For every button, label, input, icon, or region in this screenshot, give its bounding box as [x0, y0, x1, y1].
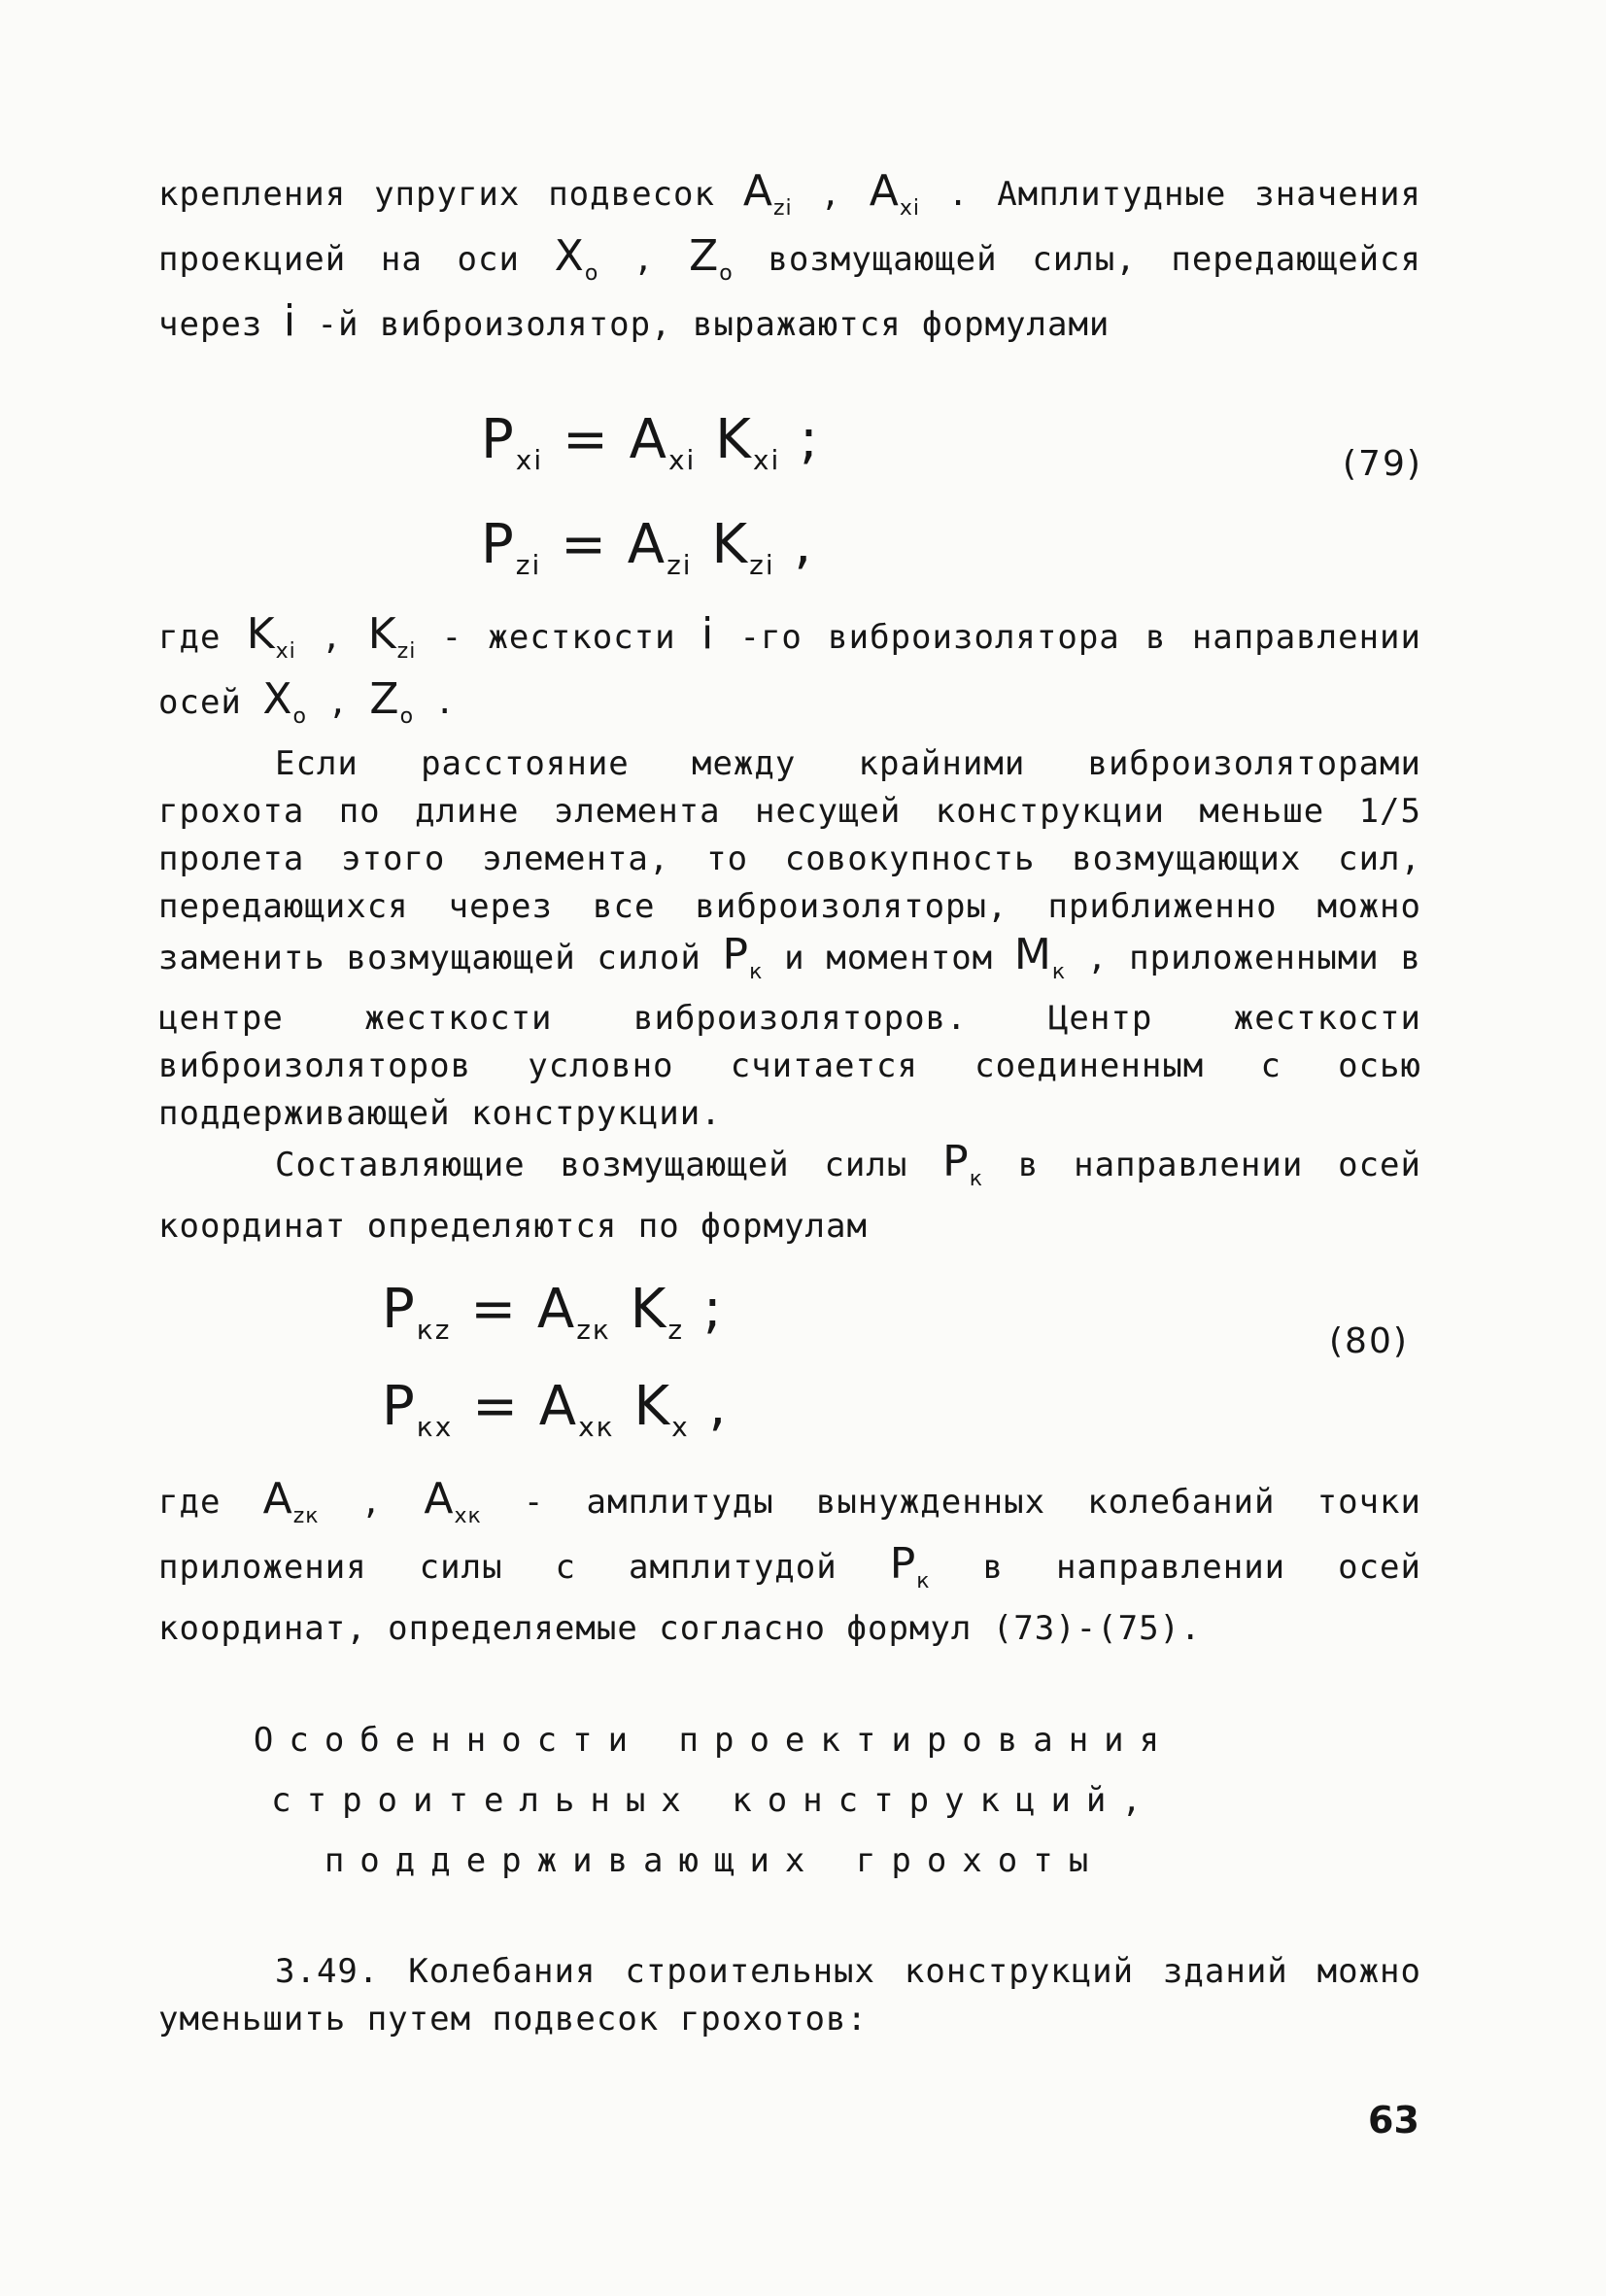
- math-subscript: к: [916, 1568, 931, 1593]
- text-run: крепления упругих подвесок: [158, 175, 743, 214]
- math-symbol: $A_{zi}$: [627, 513, 693, 582]
- text-block-intro: [158, 167, 1421, 349]
- text-run: ,: [295, 618, 368, 657]
- math-symbol: $K_x$: [633, 1375, 690, 1444]
- formula-80-line-2: [382, 1375, 728, 1443]
- text-run: Составляющие возмущающей силы: [275, 1146, 943, 1185]
- formula-79-line-2: [481, 513, 813, 581]
- math-symbol: $X_o$: [554, 230, 599, 286]
- text-run: ,: [319, 1483, 425, 1522]
- math-symbol: i: [283, 295, 297, 346]
- paragraph-resultant-force: [158, 740, 1421, 1139]
- text-run: ,: [306, 682, 370, 722]
- page-number: 63: [1368, 2099, 1419, 2142]
- math-symbol: $P_к$: [722, 929, 764, 984]
- math-symbol: $P_{xi}$: [481, 408, 544, 477]
- text-run: [615, 1375, 634, 1438]
- heading-line-3: поддерживающих грохоты: [324, 1841, 1105, 1880]
- equation-number-80: (80): [1329, 1321, 1409, 1361]
- text-run: -й виброизолятор, выражаются формулами: [296, 304, 1111, 344]
- text-run: в направлении осей координат определяются по формулам: [158, 1146, 1421, 1247]
- math-subscript: xi: [752, 444, 781, 477]
- math-subscript: к: [1051, 959, 1067, 984]
- text-run: ,: [689, 1375, 729, 1438]
- text-run: =: [543, 408, 630, 471]
- text-block-section-3-49: [158, 1948, 1421, 2043]
- math-symbol: $A_{xi}$: [629, 408, 697, 477]
- text-run: =: [541, 513, 628, 576]
- math-symbol: $K_{xi}$: [715, 408, 781, 477]
- math-subscript: zк: [292, 1503, 320, 1528]
- text-run: ;: [684, 1278, 724, 1341]
- math-subscript: zi: [772, 195, 793, 221]
- paragraph-amplitudes: [158, 1475, 1421, 1653]
- math-subscript: x: [671, 1411, 690, 1444]
- formula-80-line-1: [382, 1278, 724, 1346]
- text-run: [611, 1278, 631, 1341]
- text-run: где: [158, 618, 247, 657]
- math-symbol: $A_{xк}$: [424, 1474, 482, 1528]
- paragraph-force-components: [158, 1138, 1421, 1251]
- math-subscript: к: [749, 959, 764, 984]
- math-symbol: $P_{кx}$: [382, 1375, 454, 1444]
- text-run: [693, 513, 712, 576]
- text-block-definitions: [158, 610, 1421, 1251]
- math-subscript: xк: [578, 1411, 615, 1444]
- text-run: =: [453, 1375, 539, 1438]
- text-run: возмущающей силы, передающейся через: [158, 239, 1421, 344]
- math-subscript: к: [969, 1167, 983, 1192]
- math-subscript: o: [399, 703, 415, 729]
- math-symbol: $K_{zi}$: [711, 513, 775, 582]
- math-subscript: zi: [515, 549, 542, 582]
- text-run: ;: [780, 408, 820, 471]
- math-symbol: $A_{zi}$: [742, 166, 793, 221]
- math-symbol: i: [700, 609, 715, 659]
- math-symbol: $P_к$: [889, 1538, 931, 1593]
- math-subscript: o: [719, 260, 734, 286]
- math-subscript: o: [292, 703, 307, 729]
- math-symbol: $P_к$: [942, 1137, 983, 1192]
- math-symbol: $M_к$: [1013, 929, 1067, 984]
- text-run: и моментом: [763, 938, 1014, 977]
- section-heading: [155, 1710, 1273, 1891]
- math-symbol: $Z_o$: [689, 230, 734, 286]
- math-subscript: z: [667, 1314, 685, 1347]
- math-subscript: xi: [667, 444, 697, 477]
- math-symbol: $Z_o$: [369, 673, 415, 729]
- text-run: - амплитуды вынужденных колебаний точки приложения силы с амплитудой: [158, 1483, 1421, 1587]
- math-subscript: zi: [749, 549, 775, 582]
- text-run: ,: [792, 175, 870, 214]
- text-run: [696, 408, 715, 471]
- math-subscript: zк: [576, 1314, 611, 1347]
- text-run: где: [158, 1483, 263, 1522]
- text-run: -го виброизолятора в направлении осей: [158, 618, 1421, 722]
- math-symbol: $A_{xi}$: [869, 166, 921, 221]
- math-symbol: $K_{xi}$: [246, 609, 296, 664]
- math-symbol: $A_{zк}$: [536, 1278, 611, 1347]
- text-run: - жесткости: [416, 618, 701, 657]
- math-symbol: $A_{xк}$: [538, 1375, 615, 1444]
- equation-number-79: (79): [1343, 444, 1422, 484]
- heading-line-1: Особенности проектирования: [253, 1721, 1176, 1760]
- math-symbol: $X_o$: [262, 673, 307, 729]
- math-symbol: $A_{zк}$: [262, 1474, 320, 1528]
- text-run: . Амплитудные значения проекцией на оси: [158, 175, 1421, 279]
- math-subscript: xi: [899, 195, 921, 221]
- math-subscript: o: [584, 260, 599, 286]
- math-symbol: $K_{zi}$: [367, 609, 417, 664]
- math-subscript: xi: [515, 444, 544, 477]
- math-symbol: $P_{кz}$: [382, 1278, 452, 1347]
- text-run: ,: [598, 239, 690, 279]
- text-run: в направлении осей координат, определяемые согласно формул (73)-(75).: [158, 1547, 1421, 1648]
- paragraph-stiffness-definition: [158, 610, 1421, 740]
- text-run: ,: [774, 513, 814, 576]
- text-run: .: [414, 682, 456, 722]
- math-subscript: xк: [454, 1503, 482, 1528]
- paragraph-3-49: [158, 1948, 1421, 2043]
- math-subscript: кx: [416, 1411, 454, 1444]
- math-subscript: zi: [396, 638, 417, 664]
- formula-79-line-1: [481, 408, 820, 476]
- math-symbol: $K_z$: [630, 1278, 685, 1347]
- text-run: Если расстояние между крайними виброизоляторами грохота по длине элемента несущей конструкции меньше 1/5 пролета этого элемента, то совокупность возмущающих сил, передающихся через все виброизоляторы, приближенно можно заменить возмущающей силой: [158, 743, 1421, 977]
- text-run: , приложенными в центре жесткости виброизоляторов. Центр жесткости виброизоляторов условно считается соединенным с осью поддерживающей конструкции.: [158, 938, 1421, 1134]
- heading-line-2: строительных конструкций,: [271, 1781, 1157, 1820]
- text-run: 3.49. Колебания строительных конструкций зданий можно уменьшить путем подвесок грохотов:: [158, 1952, 1421, 2039]
- math-subscript: кz: [416, 1314, 452, 1347]
- math-subscript: xi: [275, 638, 296, 664]
- math-symbol: $P_{zi}$: [481, 513, 542, 582]
- math-subscript: zi: [666, 549, 693, 582]
- text-run: =: [451, 1278, 537, 1341]
- paragraph-intro: [158, 167, 1421, 349]
- text-block-amplitudes: [158, 1475, 1421, 1653]
